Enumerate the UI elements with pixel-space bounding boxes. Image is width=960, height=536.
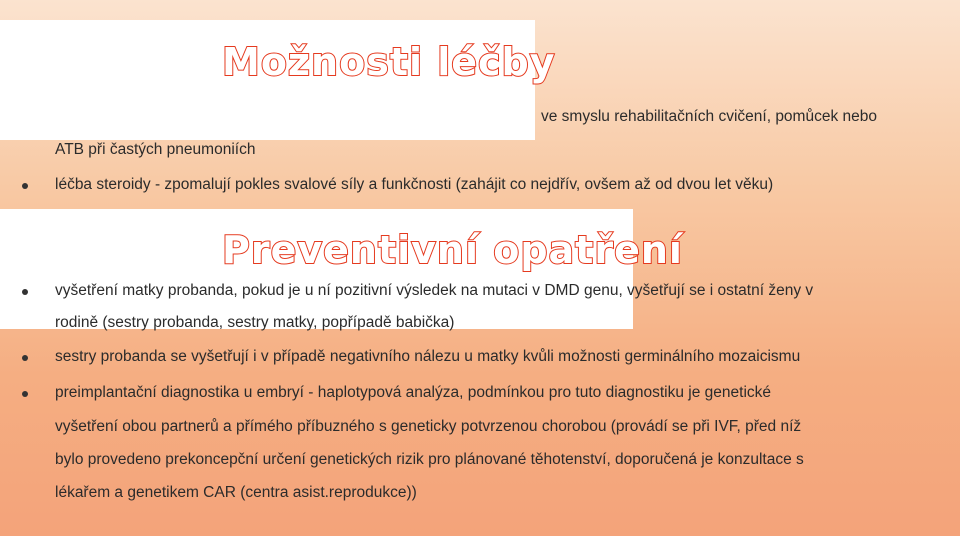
prevention-item-3-a: preimplantační diagnostika u embryí - haplotypová analýza, podmínkou pro tuto diagnostiku je genetické (55, 384, 772, 401)
prevention-title: Preventivní opatření (222, 228, 683, 272)
prevention-item-3-c: bylo provedeno prekoncepční určení genetických rizik pro plánované těhotenství, doporučená je konzultace s (55, 451, 804, 468)
bullet-icon (22, 289, 28, 295)
prevention-item-3-b: vyšetření obou partnerů a přímého příbuzného s geneticky potvrzenou chorobou (provádí se při IVF, před níž (55, 418, 802, 435)
bullet-icon (22, 183, 28, 189)
bullet-icon (22, 391, 28, 397)
prevention-item-1-b: rodině (sestry probanda, sestry matky, popřípadě babička) (55, 314, 455, 331)
prevention-item-1-a: vyšetření matky probanda, pokud je u ní pozitivní výsledek na mutaci v DMD genu, vyšetřují se i ostatní ženy v (55, 282, 814, 299)
treatment-item-1-text: ve smyslu rehabilitačních cvičení, pomůcek nebo (541, 108, 877, 125)
treatment-item-2: léčba steroidy - zpomalují pokles svalové síly a funkčnosti (zahájit co nejdřív, ovšem až od dvou let věku) (55, 176, 774, 193)
treatment-item-1-cont: ATB při častých pneumoniích (55, 141, 256, 158)
prevention-item-3-d: lékařem a genetikem CAR (centra asist.reprodukce)) (55, 484, 417, 501)
treatment-title: Možnosti léčby (222, 40, 556, 84)
prevention-item-2: sestry probanda se vyšetřují i v případě negativního nálezu u matky kvůli možnosti germinálního mozaicismu (55, 348, 801, 365)
bullet-icon (22, 355, 28, 361)
